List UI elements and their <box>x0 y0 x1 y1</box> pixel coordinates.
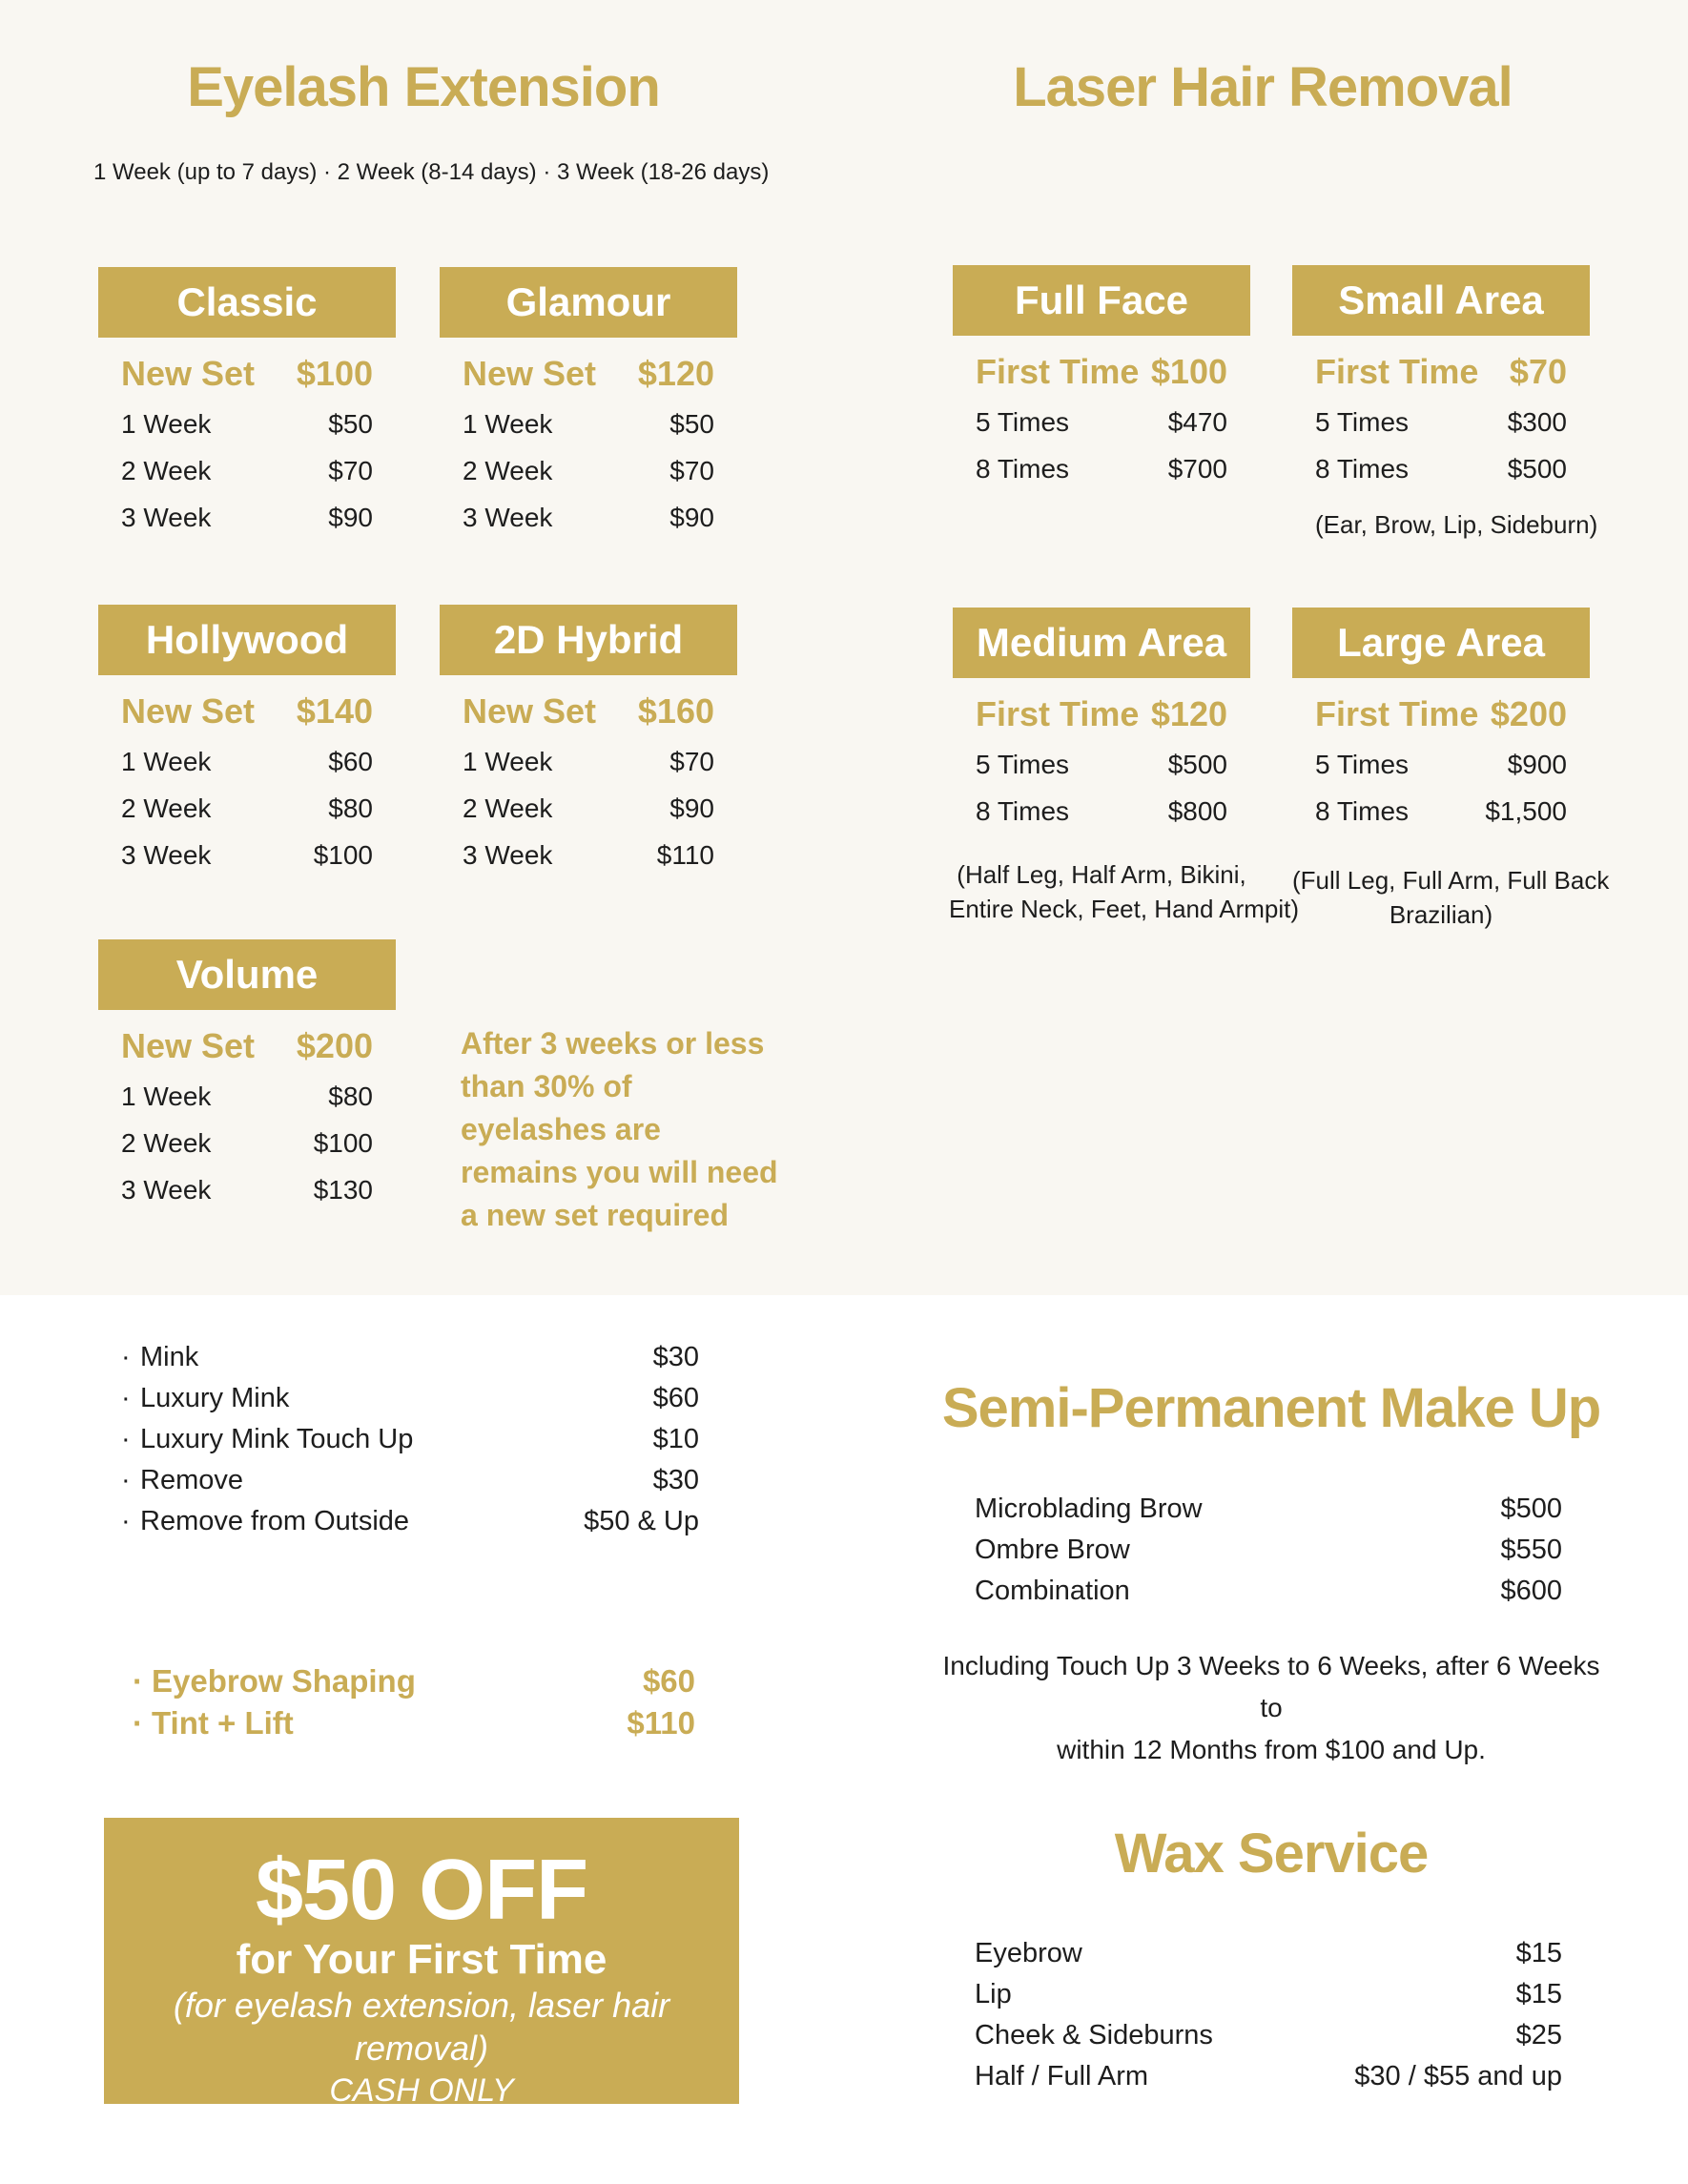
card-title: Hollywood <box>98 605 396 675</box>
list-item: Eyebrow $15 <box>975 1938 1562 1968</box>
new-set-row: New Set $140 <box>121 691 373 731</box>
price-row: 2 Week $70 <box>463 456 714 485</box>
list-item: · Remove from Outside $50 & Up <box>121 1506 699 1536</box>
price-row: 3 Week $90 <box>463 503 714 532</box>
first-time-row: First Time $200 <box>1315 694 1567 733</box>
price-row: 3 Week $130 <box>121 1175 373 1205</box>
card-title: Medium Area <box>953 608 1250 678</box>
area-note: (Ear, Brow, Lip, Sideburn) <box>1315 510 1598 539</box>
eyelash-title: Eyelash Extension <box>187 56 660 118</box>
new-set-row: New Set $120 <box>463 354 714 393</box>
list-item: Half / Full Arm $30 / $55 and up <box>975 2061 1562 2091</box>
card-small-area <box>1292 265 1598 542</box>
card-2d-hybrid <box>440 605 737 878</box>
smu-list <box>975 1489 1562 1612</box>
list-item: Lip $15 <box>975 1979 1562 2009</box>
card-title: 2D Hybrid <box>440 605 737 675</box>
price-row: 2 Week $70 <box>121 456 373 485</box>
new-set-row: New Set $200 <box>121 1026 373 1065</box>
card-medium-area <box>949 608 1300 926</box>
price-row: 8 Times $800 <box>976 796 1227 826</box>
promo-headline: $50 OFF <box>255 1843 588 1938</box>
price-row: 8 Times $700 <box>976 454 1227 484</box>
price-row: 3 Week $110 <box>463 840 714 870</box>
price-row: 1 Week $50 <box>463 409 714 439</box>
card-title: Small Area <box>1292 265 1590 336</box>
price-row: 1 Week $70 <box>463 747 714 776</box>
price-row: 1 Week $60 <box>121 747 373 776</box>
list-item: · Mink $30 <box>121 1342 699 1372</box>
list-item: · Luxury Mink $60 <box>121 1383 699 1413</box>
card-title: Glamour <box>440 267 737 338</box>
price-row: 2 Week $80 <box>121 793 373 823</box>
card-title: Classic <box>98 267 396 338</box>
wax-title: Wax Service <box>1114 1823 1429 1885</box>
area-note: (Full Leg, Full Arm, Full Back Brazilian) <box>1292 866 1610 929</box>
promo-subline: for Your First Time <box>236 1936 607 1983</box>
price-row: 8 Times $500 <box>1315 454 1567 484</box>
wax-list <box>975 1933 1562 2097</box>
smu-title: Semi-Permanent Make Up <box>941 1377 1601 1439</box>
list-item: · Luxury Mink Touch Up $10 <box>121 1424 699 1454</box>
card-volume <box>98 939 396 1213</box>
price-row: 5 Times $900 <box>1315 750 1567 779</box>
card-hollywood <box>98 605 396 878</box>
list-item: Microblading Brow $500 <box>975 1494 1562 1524</box>
list-item: · Tint + Lift $110 <box>133 1705 695 1741</box>
card-title: Full Face <box>953 265 1250 336</box>
list-item: · Eyebrow Shaping $60 <box>133 1663 695 1699</box>
price-row: 2 Week $100 <box>121 1128 373 1158</box>
area-note: (Half Leg, Half Arm, Bikini, Entire Neck, Feet, Hand Armpit) <box>949 860 1300 923</box>
price-row: 2 Week $90 <box>463 793 714 823</box>
card-glamour <box>440 267 737 541</box>
first-time-row: First Time $100 <box>976 352 1227 391</box>
card-title: Volume <box>98 939 396 1010</box>
card-large-area <box>1292 608 1610 932</box>
first-time-row: First Time $120 <box>976 694 1227 733</box>
new-set-row: New Set $100 <box>121 354 373 393</box>
smu-touchup-note: Including Touch Up 3 Weeks to 6 Weeks, after 6 Weeks to within 12 Months from $100 and Up. <box>942 1651 1600 1764</box>
card-full-face <box>953 265 1250 492</box>
new-set-row: New Set $160 <box>463 691 714 731</box>
promo-scope: (for eyelash extension, laser hair removal) <box>173 1986 670 2068</box>
brow-extras-list <box>133 1660 695 1744</box>
lash-extras-list <box>121 1337 699 1542</box>
price-row: 3 Week $100 <box>121 840 373 870</box>
first-time-promo <box>104 1818 739 2109</box>
card-title: Large Area <box>1292 608 1590 678</box>
laser-title: Laser Hair Removal <box>1013 56 1513 118</box>
price-row: 3 Week $90 <box>121 503 373 532</box>
price-row: 5 Times $470 <box>976 407 1227 437</box>
price-row: 5 Times $500 <box>976 750 1227 779</box>
list-item: Cheek & Sideburns $25 <box>975 2020 1562 2050</box>
list-item: Combination $600 <box>975 1576 1562 1606</box>
price-row: 8 Times $1,500 <box>1315 796 1567 826</box>
price-row: 1 Week $80 <box>121 1082 373 1111</box>
first-time-row: First Time $70 <box>1315 352 1567 391</box>
list-item: Ombre Brow $550 <box>975 1535 1562 1565</box>
eyelash-subtitle: 1 Week (up to 7 days) · 2 Week (8-14 days) · 3 Week (18-26 days) <box>93 159 770 185</box>
price-row: 1 Week $50 <box>121 409 373 439</box>
price-row: 5 Times $300 <box>1315 407 1567 437</box>
new-set-notice: After 3 weeks or less than 30% of eyelashes are remains you will need a new set required <box>461 1026 778 1232</box>
list-item: · Remove $30 <box>121 1465 699 1495</box>
promo-cash-only: CASH ONLY <box>329 2072 514 2109</box>
card-classic <box>98 267 396 541</box>
